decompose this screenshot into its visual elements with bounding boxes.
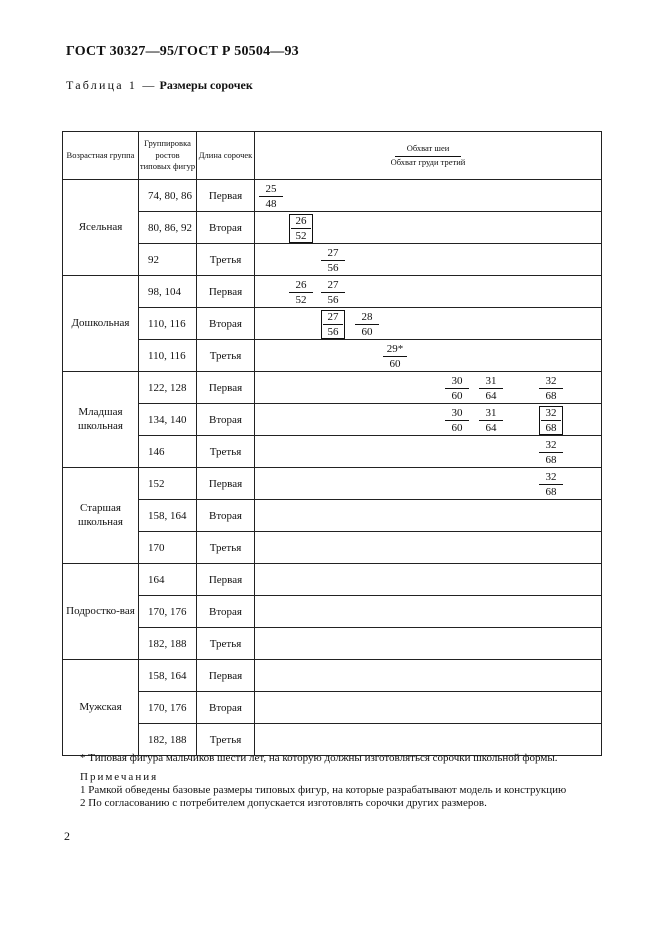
table-row (63, 660, 602, 692)
sizes-cell (255, 212, 602, 244)
size-fraction (479, 375, 503, 402)
length-cell: Вторая (197, 308, 255, 340)
table-row (63, 724, 602, 756)
table-row (63, 596, 602, 628)
footnote: * Типовая фигура мальчиков шести лет, на которую должны изготовляться сорочки школьной формы. (80, 752, 558, 764)
neck-girth: 27 (321, 279, 345, 293)
neck-girth: 27 (321, 247, 345, 261)
size-fraction (383, 343, 407, 370)
length-cell: Вторая (197, 404, 255, 436)
table-row (63, 340, 602, 372)
length-cell: Вторая (197, 500, 255, 532)
table-row (63, 276, 602, 308)
note-item: 2 По согласованию с потребителем допускается изготовлять сорочки других размеров. (80, 797, 487, 809)
table-caption (66, 78, 253, 93)
sizes-cell (255, 692, 602, 724)
chest-girth: 48 (265, 198, 277, 210)
header-length: Длина сорочек (197, 132, 255, 180)
height-grouping-cell: 110, 116 (139, 340, 197, 372)
table-row (63, 692, 602, 724)
sizes-cell (255, 532, 602, 564)
sizes-cell (255, 180, 602, 212)
neck-girth: 32 (539, 471, 563, 485)
height-grouping-cell: 152 (139, 468, 197, 500)
neck-girth: 27 (323, 311, 343, 325)
sizes-cell (255, 404, 602, 436)
neck-girth: 30 (445, 407, 469, 421)
table-row (63, 308, 602, 340)
table-row (63, 436, 602, 468)
neck-girth: 26 (291, 215, 311, 229)
chest-girth: 60 (451, 390, 463, 402)
size-fraction (539, 439, 563, 466)
neck-girth: 29* (383, 343, 407, 357)
neck-girth: 31 (479, 375, 503, 389)
chest-girth: 64 (485, 390, 497, 402)
length-cell: Первая (197, 468, 255, 500)
sizes-table (62, 131, 602, 756)
table-row (63, 180, 602, 212)
base-size-fraction (539, 406, 563, 435)
sizes-cell (255, 564, 602, 596)
length-cell: Вторая (197, 692, 255, 724)
caption-title: Размеры сорочек (159, 78, 253, 92)
chest-girth: 56 (327, 262, 339, 274)
document-header: ГОСТ 30327—95/ГОСТ Р 50504—93 (66, 44, 299, 59)
height-grouping-cell: 80, 86, 92 (139, 212, 197, 244)
age-group-cell: Старшая школьная (63, 468, 139, 564)
height-grouping-cell: 164 (139, 564, 197, 596)
chest-girth: 68 (545, 486, 557, 498)
length-cell: Третья (197, 436, 255, 468)
notes-title: Примечания (80, 771, 159, 783)
age-group-cell: Младшая школьная (63, 372, 139, 468)
length-cell: Третья (197, 628, 255, 660)
table-row (63, 212, 602, 244)
length-cell: Третья (197, 532, 255, 564)
size-fraction (539, 375, 563, 402)
size-fraction (289, 279, 313, 306)
age-group-cell: Ясельная (63, 180, 139, 276)
sizes-cell (255, 276, 602, 308)
length-cell: Третья (197, 244, 255, 276)
neck-girth: 26 (289, 279, 313, 293)
height-grouping-cell: 74, 80, 86 (139, 180, 197, 212)
chest-girth: 64 (485, 422, 497, 434)
age-group-cell: Мужская (63, 660, 139, 756)
height-grouping-cell: 182, 188 (139, 628, 197, 660)
height-grouping-cell: 92 (139, 244, 197, 276)
height-grouping-cell: 122, 128 (139, 372, 197, 404)
length-cell: Третья (197, 340, 255, 372)
height-grouping-cell: 182, 188 (139, 724, 197, 756)
chest-girth: 52 (295, 230, 307, 242)
chest-girth: 68 (545, 422, 557, 434)
table-header-row (63, 132, 602, 180)
neck-girth: 30 (445, 375, 469, 389)
caption-prefix: Таблица 1 — (66, 78, 157, 92)
sizes-cell (255, 468, 602, 500)
sizes-cell (255, 340, 602, 372)
chest-girth: 60 (451, 422, 463, 434)
size-fraction (445, 375, 469, 402)
chest-girth: 68 (545, 454, 557, 466)
header-height-grouping: Группировка ростов типовых фигур (139, 132, 197, 180)
height-grouping-cell: 170 (139, 532, 197, 564)
age-group-cell: Дошкольная (63, 276, 139, 372)
sizes-cell (255, 500, 602, 532)
sizes-cell (255, 372, 602, 404)
height-grouping-cell: 134, 140 (139, 404, 197, 436)
size-fraction (321, 247, 345, 274)
height-grouping-cell: 110, 116 (139, 308, 197, 340)
table-row (63, 564, 602, 596)
sizes-cell (255, 308, 602, 340)
size-fraction (445, 407, 469, 434)
base-size-fraction (321, 310, 345, 339)
table-row (63, 404, 602, 436)
chest-girth: 60 (389, 358, 401, 370)
height-grouping-cell: 146 (139, 436, 197, 468)
header-age-group: Возрастная группа (63, 132, 139, 180)
table-row (63, 628, 602, 660)
table-row (63, 372, 602, 404)
chest-girth: 60 (361, 326, 373, 338)
neck-girth: 25 (259, 183, 283, 197)
sizes-cell (255, 660, 602, 692)
header-sizes-denominator: Обхват груди третий (390, 156, 466, 167)
page-number: 2 (64, 829, 70, 843)
base-size-fraction (289, 214, 313, 243)
chest-girth: 52 (295, 294, 307, 306)
height-grouping-cell: 158, 164 (139, 660, 197, 692)
neck-girth: 32 (539, 439, 563, 453)
sizes-cell (255, 244, 602, 276)
note-item: 1 Рамкой обведены базовые размеры типовых фигур, на которые разрабатывают модель и конструкцию (80, 784, 567, 796)
header-sizes (255, 132, 602, 180)
height-grouping-cell: 158, 164 (139, 500, 197, 532)
length-cell: Первая (197, 180, 255, 212)
length-cell: Первая (197, 276, 255, 308)
length-cell: Вторая (197, 212, 255, 244)
neck-girth: 28 (355, 311, 379, 325)
neck-girth: 32 (541, 407, 561, 421)
length-cell: Третья (197, 724, 255, 756)
header-sizes-numerator: Обхват шеи (395, 143, 462, 156)
chest-girth: 68 (545, 390, 557, 402)
length-cell: Вторая (197, 596, 255, 628)
size-fraction (479, 407, 503, 434)
length-cell: Первая (197, 564, 255, 596)
table-row (63, 244, 602, 276)
size-fraction (355, 311, 379, 338)
table-row (63, 532, 602, 564)
table-row (63, 468, 602, 500)
size-fraction (539, 471, 563, 498)
chest-girth: 56 (327, 326, 339, 338)
length-cell: Первая (197, 660, 255, 692)
chest-girth: 56 (327, 294, 339, 306)
sizes-cell (255, 436, 602, 468)
sizes-cell (255, 596, 602, 628)
length-cell: Первая (197, 372, 255, 404)
size-fraction (259, 183, 283, 210)
height-grouping-cell: 98, 104 (139, 276, 197, 308)
height-grouping-cell: 170, 176 (139, 692, 197, 724)
neck-girth: 32 (539, 375, 563, 389)
height-grouping-cell: 170, 176 (139, 596, 197, 628)
age-group-cell: Подростко-вая (63, 564, 139, 660)
sizes-cell (255, 724, 602, 756)
table-row (63, 500, 602, 532)
sizes-cell (255, 628, 602, 660)
neck-girth: 31 (479, 407, 503, 421)
size-fraction (321, 279, 345, 306)
